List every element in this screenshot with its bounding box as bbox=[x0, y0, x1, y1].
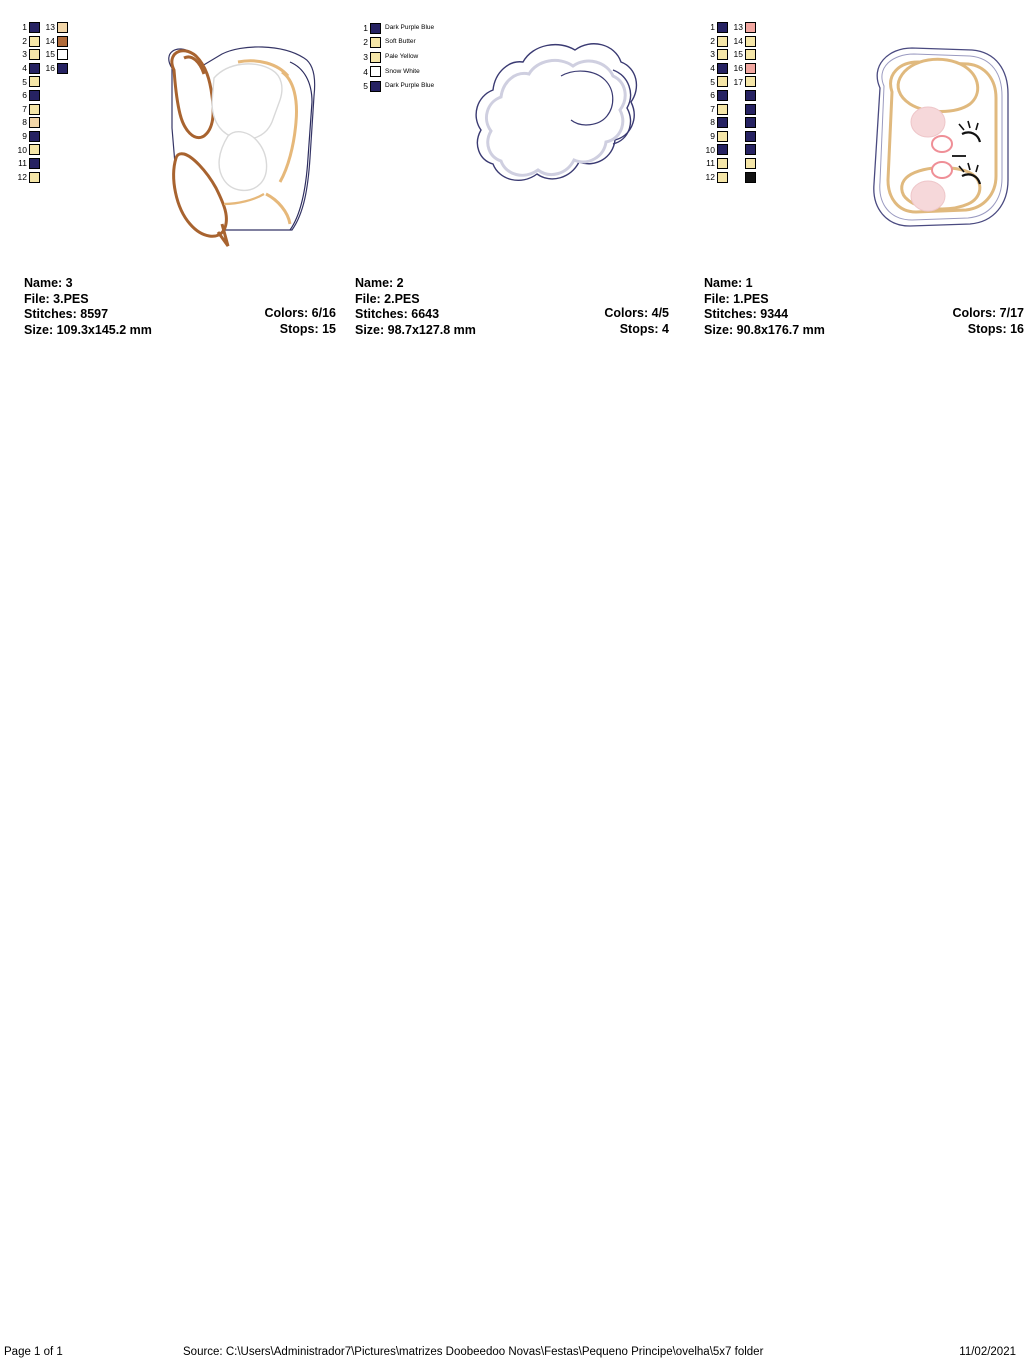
legend-row bbox=[732, 104, 756, 115]
legend-row bbox=[732, 22, 756, 33]
color-swatch bbox=[370, 52, 381, 63]
color-swatch bbox=[717, 158, 728, 169]
legend-row bbox=[732, 63, 756, 74]
legend-row bbox=[16, 158, 40, 169]
legend-column bbox=[44, 22, 68, 183]
legend-row bbox=[44, 36, 68, 47]
legend-row bbox=[732, 36, 756, 47]
legend-index: 3 bbox=[710, 49, 715, 60]
color-swatch bbox=[745, 90, 756, 101]
legend-index: 3 bbox=[363, 51, 368, 62]
stitch-preview-1 bbox=[840, 18, 1024, 268]
design-stitches: Stitches: 6643 bbox=[355, 307, 440, 321]
legend-row bbox=[732, 131, 756, 142]
legend-index: 11 bbox=[706, 158, 715, 169]
color-swatch bbox=[29, 90, 40, 101]
legend-index: 5 bbox=[363, 81, 368, 92]
color-swatch bbox=[717, 104, 728, 115]
legend-index: 6 bbox=[22, 90, 27, 101]
legend-row bbox=[704, 36, 728, 47]
legend-row bbox=[16, 63, 40, 74]
legend-index: 14 bbox=[733, 35, 743, 46]
color-swatch bbox=[745, 36, 756, 47]
color-swatch bbox=[717, 49, 728, 60]
design-colors: Colors: 4/5 bbox=[604, 306, 669, 320]
legend-index: 15 bbox=[733, 49, 743, 60]
legend-row bbox=[732, 90, 756, 101]
legend-column bbox=[357, 22, 434, 92]
legend-column bbox=[732, 22, 756, 183]
legend-row bbox=[16, 144, 40, 155]
color-swatch bbox=[29, 36, 40, 47]
color-swatch bbox=[717, 144, 728, 155]
color-swatch bbox=[745, 49, 756, 60]
color-swatch bbox=[29, 49, 40, 60]
design-stitches: Stitches: 9344 bbox=[704, 307, 789, 321]
legend-index: 13 bbox=[733, 22, 743, 33]
legend-row bbox=[44, 49, 68, 60]
legend-index: 11 bbox=[18, 158, 27, 169]
design-stops: Stops: 4 bbox=[619, 321, 669, 336]
legend-row bbox=[704, 172, 728, 183]
color-swatch bbox=[745, 117, 756, 128]
color-swatch bbox=[745, 172, 756, 183]
legend-row bbox=[357, 37, 434, 49]
color-swatch bbox=[57, 22, 68, 33]
print-date: 11/02/2021 bbox=[959, 1346, 1016, 1358]
color-legend-1 bbox=[704, 22, 756, 183]
color-swatch bbox=[29, 117, 40, 128]
legend-row bbox=[732, 117, 756, 128]
legend-index: 4 bbox=[22, 63, 27, 74]
legend-index: 13 bbox=[45, 22, 55, 33]
design-file: File: 1.PES bbox=[704, 291, 769, 306]
design-file: File: 3.PES bbox=[24, 291, 89, 306]
color-swatch bbox=[57, 36, 68, 47]
color-swatch bbox=[745, 104, 756, 115]
color-swatch bbox=[717, 172, 728, 183]
legend-index: 1 bbox=[363, 22, 368, 33]
color-swatch bbox=[717, 76, 728, 87]
legend-row bbox=[732, 49, 756, 60]
legend-index: 16 bbox=[733, 63, 743, 74]
color-swatch bbox=[370, 37, 381, 48]
color-legend-2 bbox=[357, 22, 434, 92]
legend-index: 3 bbox=[22, 49, 27, 60]
legend-color-name: Dark Purple Blue bbox=[385, 23, 435, 31]
color-swatch bbox=[57, 63, 68, 74]
color-swatch bbox=[745, 76, 756, 87]
design-stops: Stops: 15 bbox=[279, 321, 336, 336]
legend-row bbox=[16, 76, 40, 87]
legend-row bbox=[16, 117, 40, 128]
source-path: Source: C:\Users\Administrador7\Pictures\matrizes Doobeedoo Novas\Festas\Pequeno Principe\ovelha\5x7 folder bbox=[183, 1346, 764, 1358]
design-colors: Colors: 7/17 bbox=[952, 306, 1024, 320]
color-swatch bbox=[370, 81, 381, 92]
color-swatch bbox=[717, 90, 728, 101]
legend-column bbox=[704, 22, 728, 183]
legend-index: 8 bbox=[22, 117, 27, 128]
design-name: Name: 2 bbox=[355, 276, 404, 290]
legend-row bbox=[16, 131, 40, 142]
legend-row bbox=[357, 22, 434, 34]
color-swatch bbox=[745, 144, 756, 155]
legend-index: 2 bbox=[22, 35, 27, 46]
legend-row bbox=[704, 104, 728, 115]
color-swatch bbox=[717, 131, 728, 142]
color-swatch bbox=[745, 131, 756, 142]
legend-index: 5 bbox=[710, 76, 715, 87]
legend-index: 12 bbox=[17, 171, 27, 182]
legend-index: 12 bbox=[705, 171, 715, 182]
color-swatch bbox=[29, 104, 40, 115]
design-info-left-2 bbox=[355, 276, 476, 338]
page-footer bbox=[0, 1346, 1024, 1362]
color-legend-3 bbox=[16, 22, 68, 183]
color-swatch bbox=[370, 23, 381, 34]
legend-index: 9 bbox=[22, 131, 27, 141]
design-stitches: Stitches: 8597 bbox=[24, 307, 109, 321]
color-swatch bbox=[717, 117, 728, 128]
stitch-preview-3 bbox=[132, 18, 332, 268]
legend-index: 7 bbox=[22, 103, 27, 114]
legend-row bbox=[357, 66, 434, 78]
legend-row bbox=[16, 172, 40, 183]
legend-index: 1 bbox=[710, 22, 715, 33]
color-swatch bbox=[717, 22, 728, 33]
design-info-left-3 bbox=[24, 276, 152, 338]
legend-color-name: Soft Butter bbox=[385, 38, 416, 46]
design-name: Name: 3 bbox=[24, 276, 73, 290]
legend-index: 10 bbox=[17, 144, 27, 155]
legend-row bbox=[16, 90, 40, 101]
design-info-left-1 bbox=[704, 276, 825, 338]
legend-index: 2 bbox=[710, 35, 715, 46]
stitch-preview-2 bbox=[463, 18, 673, 268]
legend-index: 17 bbox=[733, 76, 743, 87]
color-swatch bbox=[29, 158, 40, 169]
legend-index: 14 bbox=[45, 35, 55, 46]
legend-color-name: Pale Yellow bbox=[385, 52, 419, 60]
legend-row bbox=[16, 36, 40, 47]
color-swatch bbox=[29, 131, 40, 142]
design-name: Name: 1 bbox=[704, 276, 753, 290]
legend-row bbox=[704, 144, 728, 155]
design-info-right-3 bbox=[264, 306, 336, 337]
legend-row bbox=[704, 63, 728, 74]
legend-row bbox=[704, 22, 728, 33]
legend-row bbox=[732, 76, 756, 87]
legend-row bbox=[732, 144, 756, 155]
legend-row bbox=[704, 90, 728, 101]
color-swatch bbox=[29, 144, 40, 155]
legend-index: 6 bbox=[710, 90, 715, 101]
legend-index: 16 bbox=[45, 63, 55, 74]
legend-color-name: Snow White bbox=[385, 67, 420, 75]
legend-row bbox=[16, 104, 40, 115]
legend-row bbox=[704, 76, 728, 87]
design-size: Size: 109.3x145.2 mm bbox=[24, 322, 152, 337]
legend-row bbox=[357, 51, 434, 63]
legend-index: 15 bbox=[45, 49, 55, 60]
legend-row bbox=[16, 49, 40, 60]
legend-index: 2 bbox=[363, 37, 368, 48]
color-swatch bbox=[29, 76, 40, 87]
design-size: Size: 98.7x127.8 mm bbox=[355, 322, 476, 337]
design-info-right-2 bbox=[604, 306, 669, 337]
color-swatch bbox=[717, 63, 728, 74]
design-size: Size: 90.8x176.7 mm bbox=[704, 322, 825, 337]
legend-row bbox=[704, 49, 728, 60]
legend-row bbox=[732, 172, 756, 183]
color-swatch bbox=[745, 158, 756, 169]
color-swatch bbox=[745, 22, 756, 33]
legend-row bbox=[704, 158, 728, 169]
legend-index: 5 bbox=[22, 76, 27, 87]
legend-row bbox=[704, 131, 728, 142]
color-swatch bbox=[370, 66, 381, 77]
color-swatch bbox=[717, 36, 728, 47]
legend-row bbox=[704, 117, 728, 128]
legend-index: 4 bbox=[363, 66, 368, 77]
legend-index: 10 bbox=[705, 144, 715, 155]
legend-row bbox=[44, 63, 68, 74]
legend-column bbox=[16, 22, 40, 183]
design-colors: Colors: 6/16 bbox=[264, 306, 336, 320]
legend-index: 8 bbox=[710, 117, 715, 128]
color-swatch bbox=[29, 22, 40, 33]
legend-index: 4 bbox=[710, 63, 715, 74]
legend-index: 1 bbox=[22, 22, 27, 33]
design-file: File: 2.PES bbox=[355, 291, 420, 306]
legend-row bbox=[44, 22, 68, 33]
color-swatch bbox=[745, 63, 756, 74]
color-swatch bbox=[29, 172, 40, 183]
color-swatch bbox=[57, 49, 68, 60]
legend-index: 9 bbox=[710, 131, 715, 141]
color-swatch bbox=[29, 63, 40, 74]
page-number: Page 1 of 1 bbox=[4, 1346, 63, 1358]
design-info-right-1 bbox=[952, 306, 1024, 337]
legend-row bbox=[357, 80, 434, 92]
legend-row bbox=[16, 22, 40, 33]
legend-color-name: Dark Purple Blue bbox=[385, 82, 435, 90]
legend-index: 7 bbox=[710, 103, 715, 114]
legend-row bbox=[732, 158, 756, 169]
design-stops: Stops: 16 bbox=[967, 321, 1024, 336]
